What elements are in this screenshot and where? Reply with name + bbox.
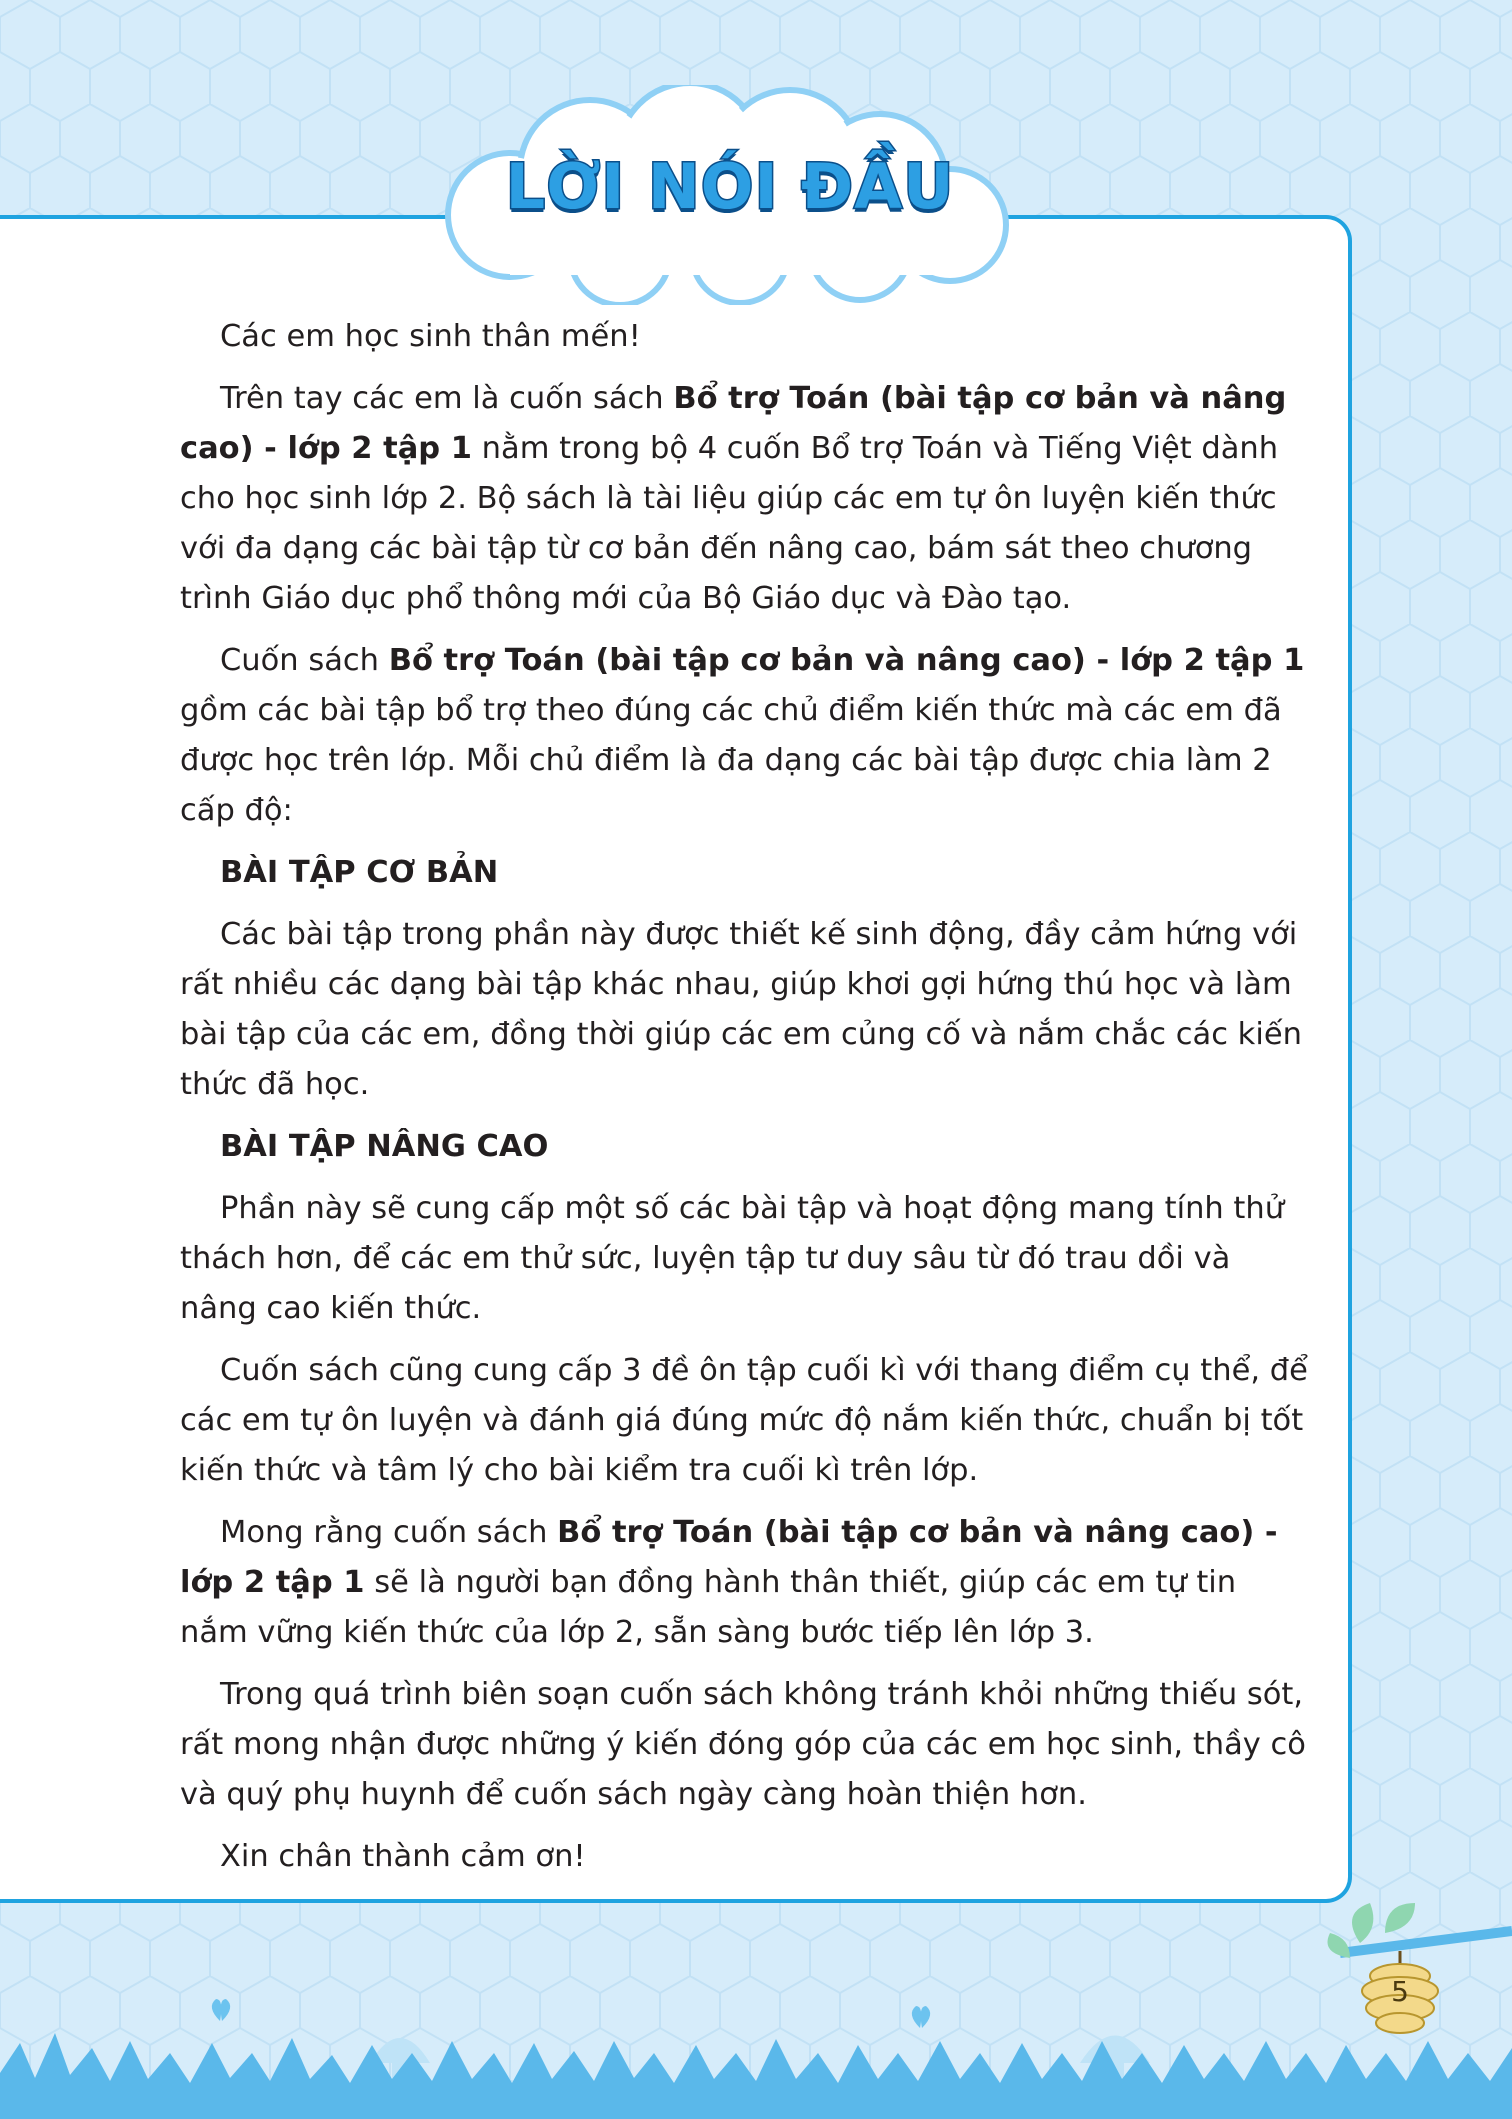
book-title-bold: Bổ trợ Toán (bài tập cơ bản và nâng cao) - lớp 2 tập 1 (388, 643, 1305, 678)
intro-text-b: nằm trong bộ 4 cuốn Bổ trợ Toán và Tiếng Việt dành cho học sinh lớp 2. Bộ sách là tài liệu giúp các em tự ôn luyện kiến thức với đa dạng các bài tập từ cơ bản đến nâng cao, bám sát theo chương trình Giáo dục phổ thông mới của Bộ Giáo dục và Đào tạo. (180, 431, 1279, 616)
intro-text-a: Trên tay các em là cuốn sách (220, 381, 674, 416)
hope-paragraph (180, 1508, 1310, 1658)
exam-paragraph: Cuốn sách cũng cung cấp 3 đề ôn tập cuối kì với thang điểm cụ thể, để các em tự ôn luyện và đánh giá đúng mức độ nắm kiến thức, chuẩn bị tốt kiến thức và tâm lý cho bài kiểm tra cuối kì trên lớp. (180, 1353, 1308, 1488)
beehive-icon (1328, 1903, 1512, 2033)
grass-border-decoration (0, 1903, 1512, 2119)
preface-body (180, 312, 1310, 1894)
structure-text-a: Cuốn sách (220, 643, 389, 678)
page-title: LỜI NÓI ĐẦU (505, 150, 955, 223)
section-heading-basic: BÀI TẬP CƠ BẢN (220, 855, 499, 890)
feedback-paragraph: Trong quá trình biên soạn cuốn sách không tránh khỏi những thiếu sót, rất mong nhận được những ý kiến đóng góp của các em học sinh, thầy cô và quý phụ huynh để cuốn sách ngày càng hoàn thiện hơn. (180, 1677, 1306, 1812)
advanced-paragraph: Phần này sẽ cung cấp một số các bài tập và hoạt động mang tính thử thách hơn, để các em thử sức, luyện tập tư duy sâu từ đó trau dồi và nâng cao kiến thức. (180, 1191, 1285, 1326)
butterfly-icon (212, 1999, 930, 2028)
hope-text-a: Mong rằng cuốn sách (220, 1515, 558, 1550)
intro-paragraph (180, 374, 1310, 624)
basic-paragraph: Các bài tập trong phần này được thiết kế sinh động, đầy cảm hứng với rất nhiều các dạng bài tập khác nhau, giúp khơi gợi hứng thú học và làm bài tập của các em, đồng thời giúp các em củng cố và nắm chắc các kiến thức đã học. (180, 917, 1302, 1102)
structure-text-b: gồm các bài tập bổ trợ theo đúng các chủ điểm kiến thức mà các em đã được học trên lớp. Mỗi chủ điểm là đa dạng các bài tập được chia làm 2 cấp độ: (180, 693, 1282, 828)
thanks-paragraph: Xin chân thành cảm ơn! (220, 1839, 586, 1874)
book-title-bold: Bổ trợ Toán (bài tập cơ bản và nâng cao) - lớp 2 tập 1 (180, 381, 1287, 466)
structure-paragraph (180, 636, 1310, 836)
book-title-bold: Bổ trợ Toán (bài tập cơ bản và nâng cao) - lớp 2 tập 1 (180, 1515, 1278, 1600)
section-heading-advanced: BÀI TẬP NÂNG CAO (220, 1129, 549, 1164)
greeting-paragraph: Các em học sinh thân mến! (220, 319, 641, 354)
hope-text-b: sẽ là người bạn đồng hành thân thiết, giúp các em tự tin nắm vững kiến thức của lớp 2, sẵn sàng bước tiếp lên lớp 3. (180, 1565, 1237, 1650)
page-number: 5 (1391, 1975, 1409, 2008)
